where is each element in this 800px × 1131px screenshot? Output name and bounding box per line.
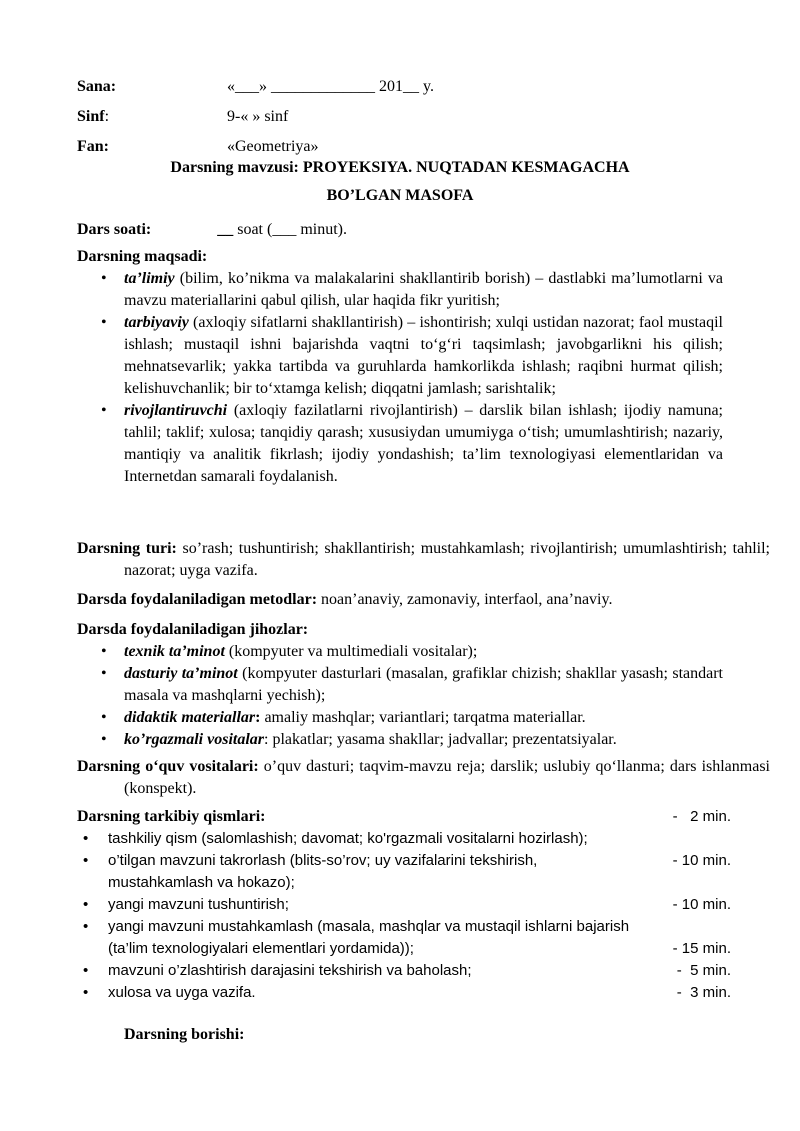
jihozlar-term: didaktik materiallar	[124, 709, 256, 726]
fan-value: «Geometriya»	[227, 138, 319, 155]
oquv-label: Darsning o‘quv vositalari:	[77, 758, 259, 775]
bullet-icon: •	[83, 852, 89, 869]
turi-text: so’rash; tushuntirish; shakllantirish; mustahkamlash; rivojlantirish; umumlashtirish; tahlil; nazorat; uyga vazifa.	[124, 540, 770, 579]
jihozlar-term: ko’rgazmali vositalar	[124, 731, 265, 748]
tarkibiy-minutes: - 10 min.	[672, 896, 731, 913]
tarkibiy-item	[77, 916, 731, 960]
tarkibiy-item	[77, 960, 731, 982]
lesson-title-line2: BO’LGAN MASOFA	[326, 187, 474, 204]
maqsad-section	[77, 246, 723, 488]
lesson-title	[77, 154, 723, 210]
maqsad-term: tarbiyaviy	[124, 314, 189, 331]
bullet-icon: •	[83, 962, 89, 979]
sana-label: Sana:	[77, 78, 117, 95]
jihozlar-item	[77, 707, 723, 729]
maqsad-text: (axloqiy fazilatlarni rivojlantirish) – darslik bilan ishlash; ijodiy namuna; tahlil; taklif; xulosa; tanqidiy qarash; xususiydan umumiyga o‘tish; umumlashtirish; nazariy, mantiqiy va analitik fikrlash; ijodiy yondashish; ta’lim texnologiyasi elementlaridan va Internetdan samarali foydalanish.	[124, 402, 723, 485]
jihozlar-colon: :	[255, 709, 261, 726]
bullet-icon: •	[101, 402, 107, 419]
bullet-icon: •	[101, 314, 107, 331]
tarkibiy-minutes: - 15 min.	[672, 940, 731, 957]
tarkibiy-heading-wrap	[77, 806, 723, 828]
tarkibiy-text: xulosa va uyga vazifa.	[108, 984, 256, 1001]
maqsad-heading: Darsning maqsadi:	[77, 248, 208, 265]
bullet-icon: •	[83, 984, 89, 1001]
bullet-icon: •	[83, 918, 89, 935]
bullet-icon: •	[101, 270, 107, 287]
metodlar-label: Darsda foydalaniladigan metodlar:	[77, 591, 318, 608]
jihozlar-list	[77, 641, 723, 751]
tarkibiy-minutes: - 3 min.	[672, 984, 731, 1001]
bullet-icon: •	[101, 643, 107, 660]
maqsad-item	[77, 400, 723, 488]
oquv-text: o’quv dasturi; taqvim-mavzu reja; darslik; uslubiy qo‘llanma; dars ishlanmasi (konspekt).	[124, 758, 771, 797]
tarkibiy-item	[77, 894, 731, 916]
borishi-wrap	[77, 1024, 723, 1046]
jihozlar-item	[77, 641, 723, 663]
dars-soati-label: Dars soati:	[77, 221, 152, 238]
oquv-vositalari	[77, 756, 770, 800]
dars-soati-blank: __	[217, 221, 234, 238]
tarkibiy-item	[77, 850, 731, 894]
tarkibiy-minutes: - 10 min.	[672, 852, 731, 869]
sinf-label-text: Sinf	[77, 108, 105, 125]
jihozlar-heading: Darsda foydalaniladigan jihozlar:	[77, 621, 309, 638]
sinf-value: 9-« » sinf	[227, 108, 289, 125]
tarkibiy-minutes: - 2 min.	[672, 808, 731, 825]
tarkibiy-text: yangi mavzuni mustahkamlash (masala, mashqlar va mustaqil ishlarni bajarish (ta’lim texnologiyalari elementlari yordamida));	[108, 918, 630, 957]
sinf-label-colon: :	[104, 108, 110, 125]
maqsad-text: (axloqiy sifatlarni shakllantirish) – ishontirish; xulqi ustidan nazorat; faol mustaqil ishlash; mustaqil ishni bajarishda vaqtni to‘g‘ri taqsimlash; javobgarlikni his qilish; mehnatsevarlik; yakka tartibda va guruhlarda hamkorlikda ishlash; raqibni hurmat qilish; kelishuvchanlik; bir to‘xtamga kelish; diqqatni jamlash; sarishtalik;	[124, 314, 723, 397]
maqsad-list	[77, 268, 723, 488]
darsning-turi	[77, 538, 770, 582]
jihozlar-section	[77, 619, 723, 751]
bullet-icon: •	[101, 665, 107, 682]
maqsad-item	[77, 268, 723, 312]
bullet-icon: •	[101, 731, 107, 748]
jihozlar-text: : plakatlar; yasama shakllar; jadvallar; prezentatsiyalar.	[264, 731, 617, 748]
fan-label: Fan:	[77, 138, 109, 155]
tarkibiy-text: o’tilgan mavzuni takrorlash (blits-so’rov; uy vazifalarini tekshirish, mustahkamlash va hokazo);	[108, 852, 538, 891]
dars-soati-text: soat (___ minut).	[233, 221, 347, 238]
maqsad-term: ta’limiy	[124, 270, 175, 287]
bullet-icon: •	[83, 830, 89, 847]
metodlar	[77, 589, 723, 611]
tarkibiy-text: tashkiliy qism (salomlashish; davomat; ko'rgazmali vositalarni hozirlash);	[108, 830, 588, 847]
jihozlar-text: amaliy mashqlar; variantlari; tarqatma materiallar.	[260, 709, 586, 726]
jihozlar-term: texnik ta’minot	[124, 643, 225, 660]
dars-soati	[77, 219, 723, 241]
tarkibiy-text: yangi mavzuni tushuntirish;	[108, 896, 289, 913]
bullet-icon: •	[83, 896, 89, 913]
turi-label: Darsning turi:	[77, 540, 177, 557]
darsning-borishi-heading: Darsning borishi:	[124, 1026, 245, 1043]
jihozlar-term: dasturiy ta’minot	[124, 665, 238, 682]
jihozlar-text: (kompyuter dasturlari (masalan, grafiklar chizish; shakllar yasash; standart masala va mashqlarni yechish);	[124, 665, 723, 704]
sinf-label	[77, 106, 109, 128]
tarkibiy-text: mavzuni o’zlashtirish darajasini tekshirish va baholash;	[108, 962, 472, 979]
metodlar-text: noan’anaviy, zamonaviy, interfaol, ana’naviy.	[317, 591, 613, 608]
maqsad-term: rivojlantiruvchi	[124, 402, 228, 419]
sana-value: «___» _____________ 201__ y.	[227, 78, 434, 95]
jihozlar-text: (kompyuter va multimediali vositalar);	[224, 643, 478, 660]
tarkibiy-minutes: - 5 min.	[672, 962, 731, 979]
maqsad-text: (bilim, ko’nikma va malakalarini shakllantirib borish) – dastlabki ma’lumotlarni va mavzu materiallarini qabul qilish, ular haqida fikr yuritish;	[124, 270, 723, 309]
tarkibiy-item	[77, 982, 731, 1004]
lesson-title-line1: Darsning mavzusi: PROYEKSIYA. NUQTADAN KESMAGACHA	[170, 159, 630, 176]
bullet-icon: •	[101, 709, 107, 726]
tarkibiy-heading: Darsning tarkibiy qismlari:	[77, 808, 266, 825]
jihozlar-item	[77, 663, 723, 707]
maqsad-item	[77, 312, 723, 400]
jihozlar-item	[77, 729, 723, 751]
